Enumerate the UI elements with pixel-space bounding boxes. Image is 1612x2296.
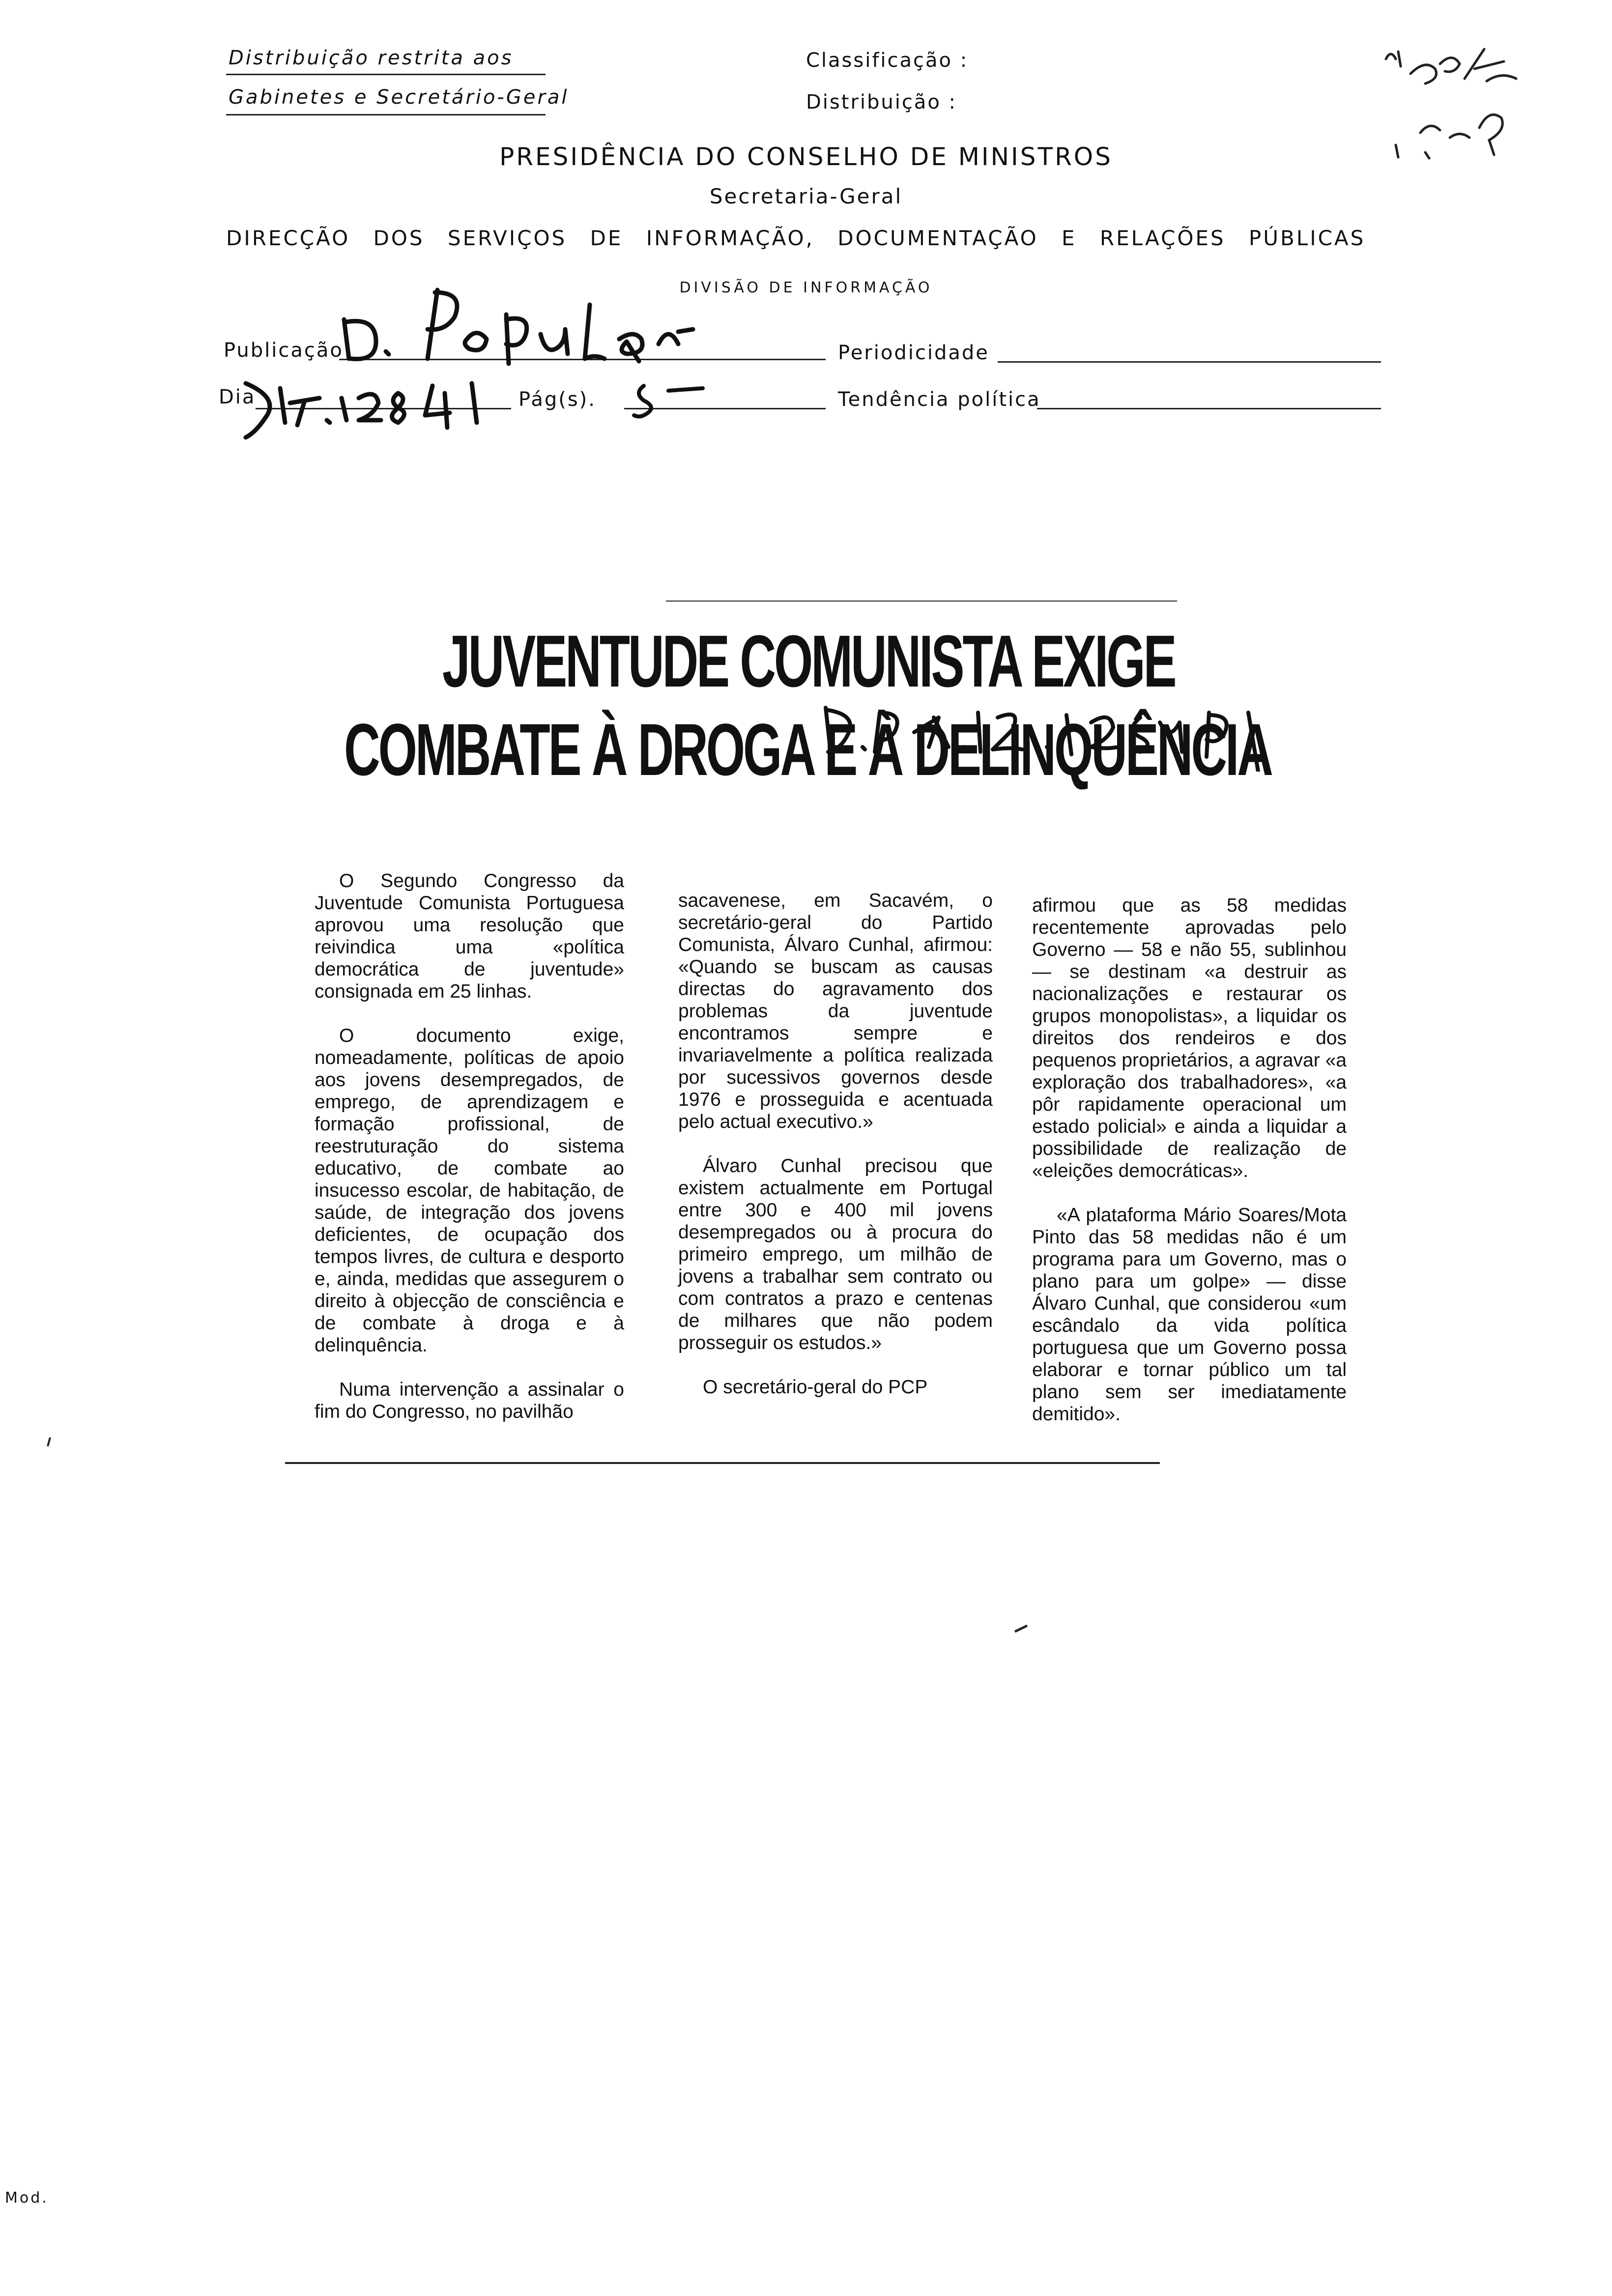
secretariat-title: Secretaria-Geral — [709, 184, 903, 208]
header-underline — [226, 114, 546, 115]
directorate-title: DIRECÇÃO DOS SERVIÇOS DE INFORMAÇÃO, DOCUMENTAÇÃO E RELAÇÕES PÚBLICAS — [226, 226, 1366, 250]
periodicity-label: Periodicidade — [838, 342, 989, 364]
handwritten-day-value — [236, 373, 541, 442]
day-label: Dia — [219, 386, 256, 408]
handwritten-pages-value — [629, 378, 727, 423]
headline-top-rule — [666, 601, 1177, 602]
headline-line2: COMBATE À DROGA E À DELINQUÊNCIA — [344, 708, 1271, 791]
publication-label: Publicação — [224, 339, 344, 362]
division-title: DIVISÃO DE INFORMAÇÃO — [679, 279, 933, 296]
col3-paragraph: «A plataforma Mário Soares/Mota Pinto das 58 medidas não é um programa para um Governo, mas o plano para um golpe» — disse Álvaro Cunhal, que considerou «um escândalo da vida política portuguesa que um Governo possa elaborar e tornar público um tal plano sem ser imediatamente demitido». — [1032, 1205, 1347, 1425]
restricted-distribution-line2: Gabinetes e Secretário-Geral — [229, 86, 569, 109]
tendency-line — [1037, 408, 1381, 409]
handwritten-date-stamp — [816, 698, 1307, 772]
header-underline — [226, 74, 546, 75]
col1-paragraph: O Segundo Congresso da Juventude Comunista Portuguesa aprovou uma resolução que reivindica uma «política democrática de juventude» consignada em 25 linhas. — [315, 870, 624, 1002]
col2-paragraph: sacavenese, em Sacavém, o secretário-geral do Partido Comunista, Álvaro Cunhal, afirmou: «Quando se buscam as causas directas do agravamento dos problemas da juventude encontramos sempre e invariavelmente a política realizada por sucessivos governos desde 1976 e prosseguida e acentuada pelo actual executivo.» — [678, 890, 993, 1132]
tendency-label: Tendência política — [838, 388, 1041, 411]
col1-paragraph: Numa intervenção a assinalar o fim do Congresso, no pavilhão — [315, 1379, 624, 1422]
article-column-3 — [1032, 894, 1347, 1425]
stray-mark — [44, 1435, 54, 1450]
pages-label: Pág(s). — [518, 388, 596, 411]
article-column-2 — [678, 890, 993, 1398]
handwritten-publication-value — [334, 285, 777, 369]
col2-paragraph: Álvaro Cunhal precisou que existem actualmente em Portugal entre 300 e 400 mil jovens desempregados ou à procura do primeiro emprego, um milhão de jovens a trabalhar sem contrato ou com contratos a prazo e centenas de milhares que não podem prosseguir os estudos.» — [678, 1155, 993, 1353]
distribution-label: Distribuição : — [806, 91, 957, 114]
institution-title: PRESIDÊNCIA DO CONSELHO DE MINISTROS — [499, 143, 1113, 171]
model-label: Mod. — [5, 2189, 49, 2207]
stray-mark — [1012, 1622, 1032, 1636]
col2-paragraph: O secretário-geral do PCP — [703, 1377, 928, 1398]
periodicity-line — [998, 361, 1381, 363]
col1-paragraph: O documento exige, nomeadamente, políticas de apoio aos jovens desempregados, de emprego, de aprendizagem e formação profissional, de reestruturação do sistema educativo, de combate ao insucesso escolar, de habitação, de saúde, de integração dos jovens deficientes, de ocupação dos tempos livres, de cultura e desporto e, ainda, medidas que assegurem o direito à objecção de consciência e de combate à droga e à delinquência. — [315, 1025, 624, 1356]
article-column-1 — [315, 870, 624, 1423]
classification-label: Classificação : — [806, 49, 969, 72]
headline-line1: JUVENTUDE COMUNISTA EXIGE — [442, 620, 1175, 702]
col3-paragraph: afirmou que as 58 medidas recentemente aprovadas pelo Governo — 58 e não 55, sublinhou — se destinam «a destruir as nacionalizações e restaurar os grupos monopolistas», a liquidar os direitos dos rendeiros e dos pequenos proprietários, a agravar «a exploração dos trabalhadores», «a pôr rapidamente operacional um estado policial» e ainda a liquidar a possibilidade de realização de «eleições democráticas». — [1032, 895, 1347, 1181]
article-bottom-rule — [285, 1462, 1160, 1464]
restricted-distribution-line1: Distribuição restrita aos — [229, 47, 514, 69]
